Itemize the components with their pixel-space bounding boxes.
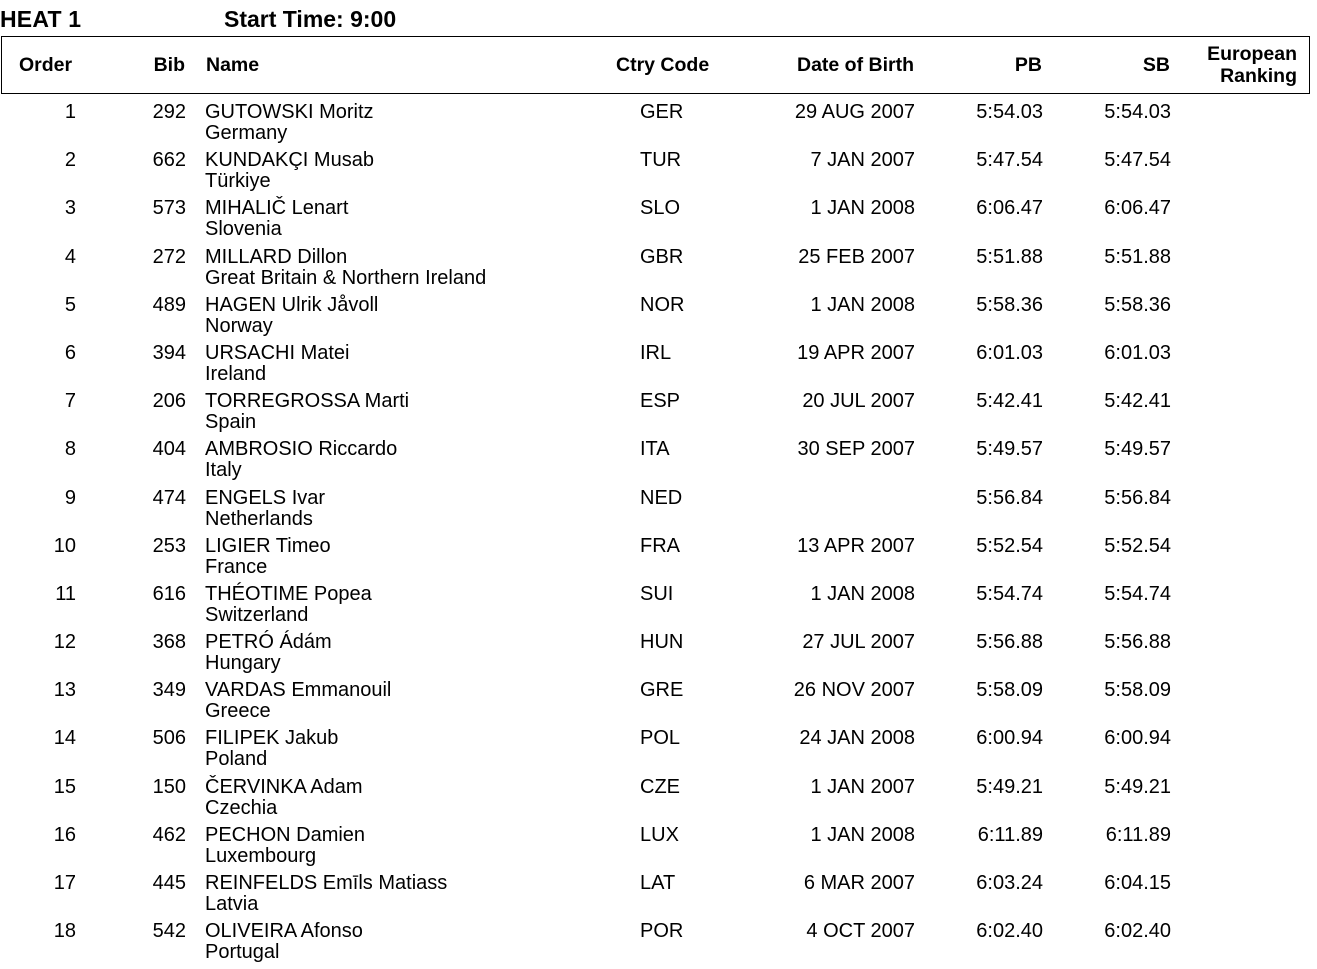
athlete-sb: 6:02.40: [1104, 920, 1171, 943]
athlete-sb: 5:49.57: [1104, 438, 1171, 461]
athlete-bib: 206: [152, 390, 186, 413]
athlete-country-code: ITA: [640, 438, 670, 461]
athlete-country-code: CZE: [640, 775, 680, 798]
athlete-pb: 6:01.03: [976, 341, 1043, 364]
column-header-european-ranking-line1: European: [1207, 43, 1297, 65]
column-header-pb: PB: [1014, 54, 1042, 76]
athlete-name: REINFELDS Emīls Matiass: [205, 872, 448, 894]
athlete-order: 7: [64, 390, 76, 413]
athlete-country: Netherlands: [205, 507, 313, 530]
athlete-name: TORREGROSSA Marti: [205, 390, 410, 413]
athlete-order: 6: [64, 341, 76, 364]
table-row: [0, 245, 1317, 293]
athlete-country: Norway: [205, 314, 273, 337]
athlete-country-code: GRE: [640, 679, 684, 702]
athlete-name: AMBROSIO Riccardo: [205, 438, 398, 461]
athlete-bib: 349: [152, 679, 186, 702]
athlete-name: PETRÓ Ádám: [205, 631, 332, 654]
table-row: [0, 630, 1317, 678]
athlete-bib: 506: [152, 727, 186, 750]
athlete-pb: 5:49.57: [976, 438, 1043, 461]
start-list-table: [0, 100, 1317, 967]
athlete-pb: 5:54.03: [976, 101, 1043, 123]
athlete-date-of-birth: 29 AUG 2007: [794, 101, 915, 123]
column-header-bib: Bib: [153, 54, 185, 76]
athlete-name: GUTOWSKI Moritz: [205, 101, 374, 123]
athlete-country-code: GBR: [640, 245, 684, 268]
athlete-sb: 5:52.54: [1104, 534, 1171, 557]
athlete-country: Switzerland: [205, 603, 309, 626]
athlete-order: 18: [53, 920, 76, 943]
table-row: [0, 919, 1317, 967]
column-header-row: [1, 36, 1310, 94]
heat-title: HEAT 1: [0, 6, 82, 32]
athlete-order: 5: [64, 293, 76, 316]
athlete-country: France: [205, 555, 268, 578]
athlete-date-of-birth: 1 JAN 2008: [810, 823, 915, 846]
athlete-date-of-birth: 4 OCT 2007: [806, 920, 915, 943]
athlete-bib: 404: [152, 438, 186, 461]
athlete-order: 3: [64, 197, 76, 220]
athlete-name: LIGIER Timeo: [205, 534, 331, 557]
athlete-date-of-birth: 7 JAN 2007: [810, 149, 915, 172]
athlete-order: 1: [64, 101, 76, 123]
athlete-sb: 6:00.94: [1104, 727, 1171, 750]
athlete-name: ČERVINKA Adam: [205, 775, 363, 798]
athlete-sb: 5:47.54: [1104, 149, 1171, 172]
athlete-pb: 5:49.21: [976, 775, 1043, 798]
athlete-name: VARDAS Emmanouil: [205, 679, 392, 702]
athlete-country-code: FRA: [640, 534, 680, 557]
athlete-date-of-birth: 27 JUL 2007: [802, 631, 915, 654]
athlete-country: Türkiye: [205, 170, 271, 193]
athlete-pb: 5:58.36: [976, 293, 1043, 316]
athlete-sb: 5:56.84: [1104, 486, 1171, 509]
athlete-bib: 272: [152, 245, 186, 268]
athlete-country-code: POL: [640, 727, 681, 750]
athlete-name: URSACHI Matei: [205, 341, 350, 364]
table-row: [0, 678, 1317, 726]
athlete-sb: 5:58.09: [1104, 679, 1171, 702]
athlete-name: FILIPEK Jakub: [205, 727, 339, 750]
athlete-sb: 5:58.36: [1104, 293, 1171, 316]
athlete-country: Ireland: [205, 362, 267, 385]
column-header-european-ranking: [1207, 43, 1297, 87]
athlete-date-of-birth: 26 NOV 2007: [793, 679, 915, 702]
athlete-pb: 6:02.40: [976, 920, 1043, 943]
athlete-country-code: SLO: [640, 197, 681, 220]
athlete-order: 10: [53, 534, 76, 557]
athlete-bib: 253: [152, 534, 186, 557]
athlete-name: MIHALIČ Lenart: [205, 197, 349, 220]
athlete-name: KUNDAKÇI Musab: [205, 149, 374, 172]
athlete-pb: 5:42.41: [976, 390, 1043, 413]
athlete-name: OLIVEIRA Afonso: [205, 920, 363, 943]
athlete-country-code: ESP: [640, 390, 681, 413]
column-header-sb: SB: [1142, 54, 1170, 76]
athlete-date-of-birth: 1 JAN 2008: [810, 197, 915, 220]
athlete-country: Italy: [205, 459, 242, 482]
column-header-name: Name: [206, 54, 260, 76]
table-row: [0, 775, 1317, 823]
athlete-pb: 5:56.84: [976, 486, 1043, 509]
table-row: [0, 148, 1317, 196]
athlete-order: 12: [53, 631, 76, 654]
athlete-sb: 5:51.88: [1104, 245, 1171, 268]
athlete-country: Poland: [205, 748, 268, 771]
athlete-country: Greece: [205, 700, 271, 723]
athlete-date-of-birth: 24 JAN 2008: [799, 727, 915, 750]
athlete-bib: 462: [152, 823, 186, 846]
athlete-country-code: POR: [640, 920, 684, 943]
athlete-sb: 5:54.03: [1104, 101, 1171, 123]
athlete-bib: 445: [152, 872, 186, 894]
athlete-sb: 5:42.41: [1104, 390, 1171, 413]
athlete-pb: 5:58.09: [976, 679, 1043, 702]
athlete-date-of-birth: 19 APR 2007: [797, 341, 915, 364]
athlete-country-code: IRL: [640, 341, 672, 364]
athlete-order: 4: [64, 245, 76, 268]
athlete-order: 14: [53, 727, 76, 750]
athlete-date-of-birth: 1 JAN 2008: [810, 293, 915, 316]
column-header-ctry-code: Ctry Code: [616, 54, 710, 76]
athlete-country: Czechia: [205, 796, 278, 819]
start-time: Start Time: 9:00: [224, 6, 397, 32]
athlete-pb: 6:00.94: [976, 727, 1043, 750]
athlete-country-code: LUX: [640, 823, 679, 846]
athlete-date-of-birth: 25 FEB 2007: [798, 245, 915, 268]
athlete-date-of-birth: 13 APR 2007: [797, 534, 915, 557]
athlete-order: 17: [53, 872, 76, 894]
athlete-sb: 5:49.21: [1104, 775, 1171, 798]
athlete-sb: 6:01.03: [1104, 341, 1171, 364]
athlete-country-code: SUI: [640, 582, 674, 605]
athlete-country-code: HUN: [640, 631, 684, 654]
athlete-country: Latvia: [205, 893, 259, 915]
athlete-sb: 5:56.88: [1104, 631, 1171, 654]
athlete-bib: 368: [152, 631, 186, 654]
column-header-european-ranking-line2: Ranking: [1220, 65, 1297, 87]
athlete-bib: 394: [152, 341, 186, 364]
athlete-country: Slovenia: [205, 218, 282, 241]
athlete-pb: 6:06.47: [976, 197, 1043, 220]
athlete-date-of-birth: 30 SEP 2007: [797, 438, 915, 461]
athlete-country: Portugal: [205, 941, 280, 964]
athlete-country-code: GER: [640, 101, 684, 123]
athlete-bib: 474: [152, 486, 186, 509]
athlete-sb: 5:54.74: [1104, 582, 1171, 605]
athlete-name: THÉOTIME Popea: [205, 582, 372, 605]
athlete-order: 15: [53, 775, 76, 798]
table-row: [0, 389, 1317, 437]
heat-header: [0, 6, 1317, 36]
athlete-pb: 5:51.88: [976, 245, 1043, 268]
athlete-country: Germany: [205, 122, 288, 144]
table-row: [0, 726, 1317, 774]
athlete-country-code: NOR: [640, 293, 685, 316]
athlete-bib: 573: [152, 197, 186, 220]
athlete-bib: 292: [152, 101, 186, 123]
athlete-date-of-birth: 1 JAN 2007: [810, 775, 915, 798]
athlete-country: Spain: [205, 411, 257, 434]
table-row: [0, 582, 1317, 630]
athlete-bib: 150: [152, 775, 186, 798]
athlete-order: 13: [53, 679, 76, 702]
athlete-country-code: TUR: [640, 149, 682, 172]
athlete-order: 2: [64, 149, 76, 172]
table-row: [0, 437, 1317, 485]
athlete-sb: 6:06.47: [1104, 197, 1171, 220]
athlete-sb: 6:04.15: [1104, 872, 1171, 894]
athlete-bib: 662: [152, 149, 186, 172]
athlete-country: Luxembourg: [205, 844, 317, 867]
athlete-pb: 5:56.88: [976, 631, 1043, 654]
table-row: [0, 293, 1317, 341]
athlete-sb: 6:11.89: [1105, 823, 1171, 846]
athlete-country: Great Britain & Northern Ireland: [205, 266, 487, 289]
athlete-date-of-birth: 20 JUL 2007: [802, 390, 915, 413]
athlete-pb: 5:52.54: [976, 534, 1043, 557]
athlete-pb: 5:54.74: [976, 582, 1043, 605]
athlete-name: HAGEN Ulrik Jåvoll: [205, 293, 379, 316]
table-row: [0, 823, 1317, 871]
athlete-pb: 5:47.54: [976, 149, 1043, 172]
athlete-name: ENGELS Ivar: [205, 486, 326, 509]
table-row: [0, 196, 1317, 244]
table-row: [0, 486, 1317, 534]
athlete-order: 11: [55, 582, 76, 605]
athlete-pb: 6:03.24: [976, 872, 1043, 894]
athlete-country-code: LAT: [640, 872, 676, 894]
athlete-date-of-birth: 6 MAR 2007: [803, 872, 915, 894]
column-header-date-of-birth: Date of Birth: [797, 54, 914, 76]
table-row: [0, 871, 1317, 919]
athlete-order: 8: [64, 438, 76, 461]
athlete-name: PECHON Damien: [205, 823, 366, 846]
athlete-country-code: NED: [640, 486, 683, 509]
table-row: [0, 100, 1317, 148]
athlete-date-of-birth: 1 JAN 2008: [810, 582, 915, 605]
athlete-order: 16: [53, 823, 76, 846]
athlete-pb: 6:11.89: [977, 823, 1043, 846]
athlete-bib: 616: [152, 582, 186, 605]
column-header-order: Order: [19, 54, 73, 76]
athlete-bib: 542: [152, 920, 186, 943]
athlete-name: MILLARD Dillon: [205, 245, 348, 268]
athlete-country: Hungary: [205, 652, 281, 675]
table-row: [0, 534, 1317, 582]
athlete-bib: 489: [152, 293, 186, 316]
table-row: [0, 341, 1317, 389]
athlete-order: 9: [64, 486, 76, 509]
